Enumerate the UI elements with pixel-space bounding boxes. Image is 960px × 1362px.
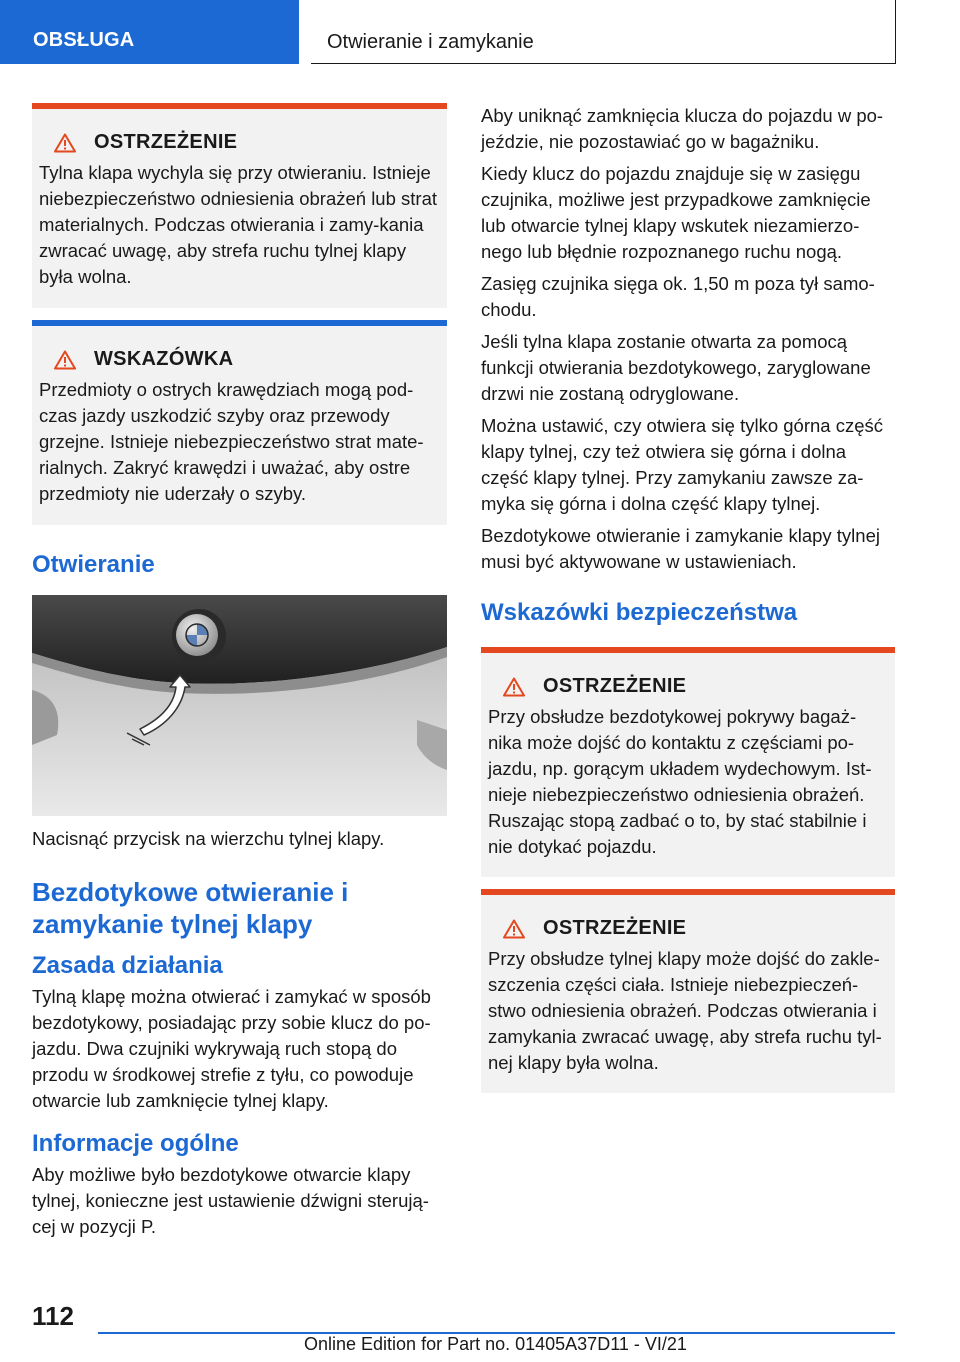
warning-title: OSTRZEŻENIE (94, 131, 238, 153)
warning-triangle-icon (503, 677, 525, 697)
right-column (481, 103, 895, 1093)
paragraph: Zasięg czujnika sięga ok. 1,50 m poza tył samo-chodu. (481, 273, 875, 320)
chapter-title: Otwieranie i zamykanie (311, 0, 896, 64)
heading-safety: Wskazówki bezpieczeństwa (481, 599, 798, 626)
warning-triangle-icon (503, 919, 525, 939)
hint-title: WSKAZÓWKA (94, 348, 234, 370)
warning-title: OSTRZEŻENIE (543, 917, 687, 939)
tailgate-button-photo (32, 595, 447, 816)
heading-contactless: Bezdotykowe otwieranie i zamykanie tylnej klapy (32, 877, 349, 939)
paragraph: Aby uniknąć zamknięcia klucza do pojazdu w po-jeździe, nie pozostawiać go w bagażniku. (481, 105, 884, 152)
warning-triangle-icon (54, 133, 76, 153)
paragraph: Jeśli tylna klapa zostanie otwarta za pomocą funkcji otwierania bezdotykowego, zaryglowane drzwi nie zostaną odryglowane. (481, 331, 871, 404)
warning-box (481, 889, 895, 1093)
page-number: 112 (32, 1301, 74, 1331)
tailgate-illustration (32, 595, 447, 816)
paragraph: Kiedy klucz do pojazdu znajduje się w zasięgu czujnika, możliwe jest przypadkowe zamknięcie lub otwarcie tylnej klapy wskutek niezamierzo-nego lub błędnie rozpoznanego ruchu nogą. (481, 163, 871, 262)
warning-triangle-icon (54, 350, 76, 370)
heading-opening: Otwieranie (32, 551, 155, 578)
left-column (32, 103, 447, 1246)
hint-text: Przedmioty o ostrych krawędziach mogą pod-czas jazdy uszkodzić szyby oraz przewody grzejne. Istnieje niebezpieczeństwo strat mate-rialnych. Zakryć krawędzi i uważać, aby ostre przedmioty nie uderzały o szyby. (39, 379, 424, 504)
warning-text: Przy obsłudze tylnej klapy może dojść do zakle-szczenia części ciała. Istnieje niebezpieczeń-stwo odniesienia obrażeń. Podczas otwierania i zamykania zwracać uwagę, aby strefa ruchu tyl-nej klapy była wolna. (488, 948, 882, 1073)
warning-box (32, 103, 447, 308)
principle-text: Tylną klapę można otwierać i zamykać w sposób bezdotykowy, posiadając przy sobie klucz do po-jazdu. Dwa czujniki wykrywają ruch stopą do przodu w środkowej strefie z tyłu, co powoduje otwarcie lub zamknięcie tylnej klapy. (32, 986, 431, 1111)
warning-title: OSTRZEŻENIE (543, 675, 687, 697)
section-tab: OBSŁUGA (0, 0, 299, 64)
warning-box (481, 647, 895, 877)
general-text: Aby możliwe było bezdotykowe otwarcie klapy tylnej, konieczne jest ustawienie dźwigni sterują-cej w pozycji P. (32, 1164, 429, 1237)
heading-general: Informacje ogólne (32, 1130, 239, 1157)
paragraph: Można ustawić, czy otwiera się tylko górna część klapy tylnej, czy też otwiera się górna i dolna część klapy tylnej. Przy zamykaniu zawsze za-myka się górna i dolna część klapy tylnej. (481, 415, 884, 514)
image-caption: Nacisnąć przycisk na wierzchu tylnej klapy. (32, 828, 385, 849)
warning-text: Przy obsłudze bezdotykowej pokrywy bagaż-nika może dojść do kontaktu z częściami po-jazdu, np. gorącym układem wydechowym. Ist-nieje niebezpieczeństwo odniesienia obrażeń. Ruszając stopą zadbać o to, by stać stabilnie i nie dotykać pojazdu. (488, 706, 872, 857)
warning-text: Tylna klapa wychyla się przy otwieraniu. Istnieje niebezpieczeństwo odniesienia obrażeń lub strat materialnych. Podczas otwierania i zamy-kania zwracać uwagę, aby strefa ruchu tylnej klapy była wolna. (39, 162, 438, 287)
hint-box (32, 320, 447, 525)
paragraph: Bezdotykowe otwieranie i zamykanie klapy tylnej musi być aktywowane w ustawieniach. (481, 525, 880, 572)
edition-footer: Online Edition for Part no. 01405A37D11 - VI/21 (304, 1334, 687, 1354)
heading-principle: Zasada działania (32, 952, 223, 979)
